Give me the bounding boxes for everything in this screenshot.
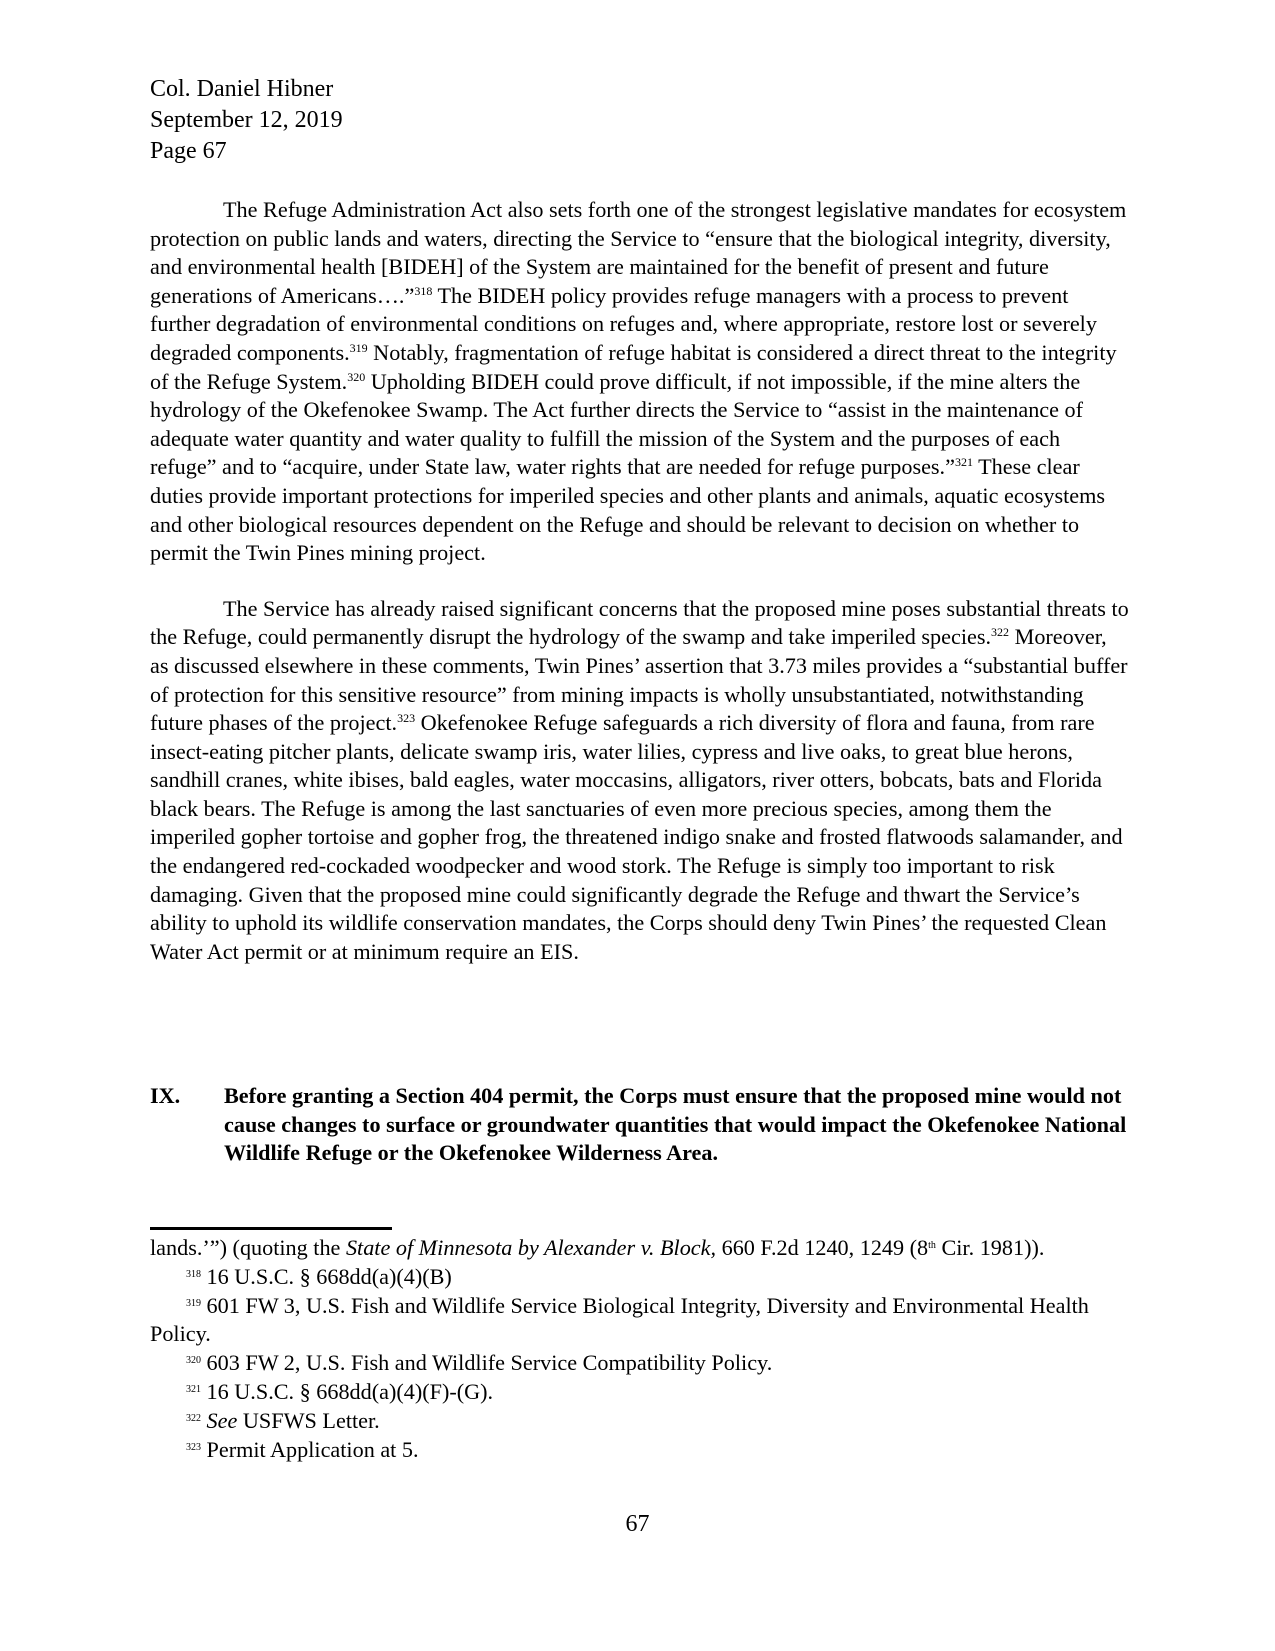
case-name: State of Minnesota by Alexander v. Block,: [345, 1235, 717, 1260]
citation-signal: See: [206, 1407, 238, 1433]
footnote-318: [150, 1263, 1130, 1292]
footnote-text: USFWS Letter.: [242, 1407, 380, 1433]
footnote-text: 16 U.S.C. § 668dd(a)(4)(B): [206, 1263, 452, 1289]
footnote-number: 320: [186, 1355, 201, 1367]
footnote-number: 323: [186, 1441, 201, 1453]
footnote-text: 660 F.2d 1240, 1249 (8: [716, 1235, 929, 1260]
footnote-ref-318[interactable]: 318: [414, 283, 433, 298]
footnotes: [150, 1234, 1130, 1464]
footnote-separator: [150, 1227, 392, 1230]
footnote-320: [150, 1349, 1130, 1378]
section-title: Before granting a Section 404 permit, the Corps must ensure that the proposed mine would not cause changes to surface or groundwater quantities that would impact the Okefenokee National Wildlife Refuge or the Okefenokee Wilderness Area.: [224, 1083, 1127, 1166]
ordinal-suffix: th: [928, 1240, 936, 1251]
footnote-ref-322[interactable]: 322: [991, 625, 1010, 640]
recipient-name: Col. Daniel Hibner: [150, 76, 334, 102]
paragraph-text: The Service has already raised significant concerns that the proposed mine poses substantial threats to the Refuge, could permanently disrupt the hydrology of the swamp and take imperiled species.: [150, 595, 1129, 650]
header-page-label: Page 67: [150, 138, 227, 164]
letter-header: [150, 74, 343, 167]
footnote-text: Permit Application at 5.: [206, 1436, 419, 1462]
footnote-ref-321[interactable]: 321: [954, 455, 973, 470]
footnote-text: 601 FW 3, U.S. Fish and Wildlife Service Biological Integrity, Diversity and Environmental Health Policy.: [150, 1292, 1089, 1347]
footnote-text: Cir. 1981)).: [935, 1235, 1045, 1260]
letter-date: September 12, 2019: [150, 107, 343, 133]
paragraph-text: These clear duties provide important protections for imperiled species and other plants and animals, aquatic ecosystems and other biological resources dependent on the Refuge and should be relevant to decision on whether to permit the Twin Pines mining project.: [150, 454, 1106, 566]
paragraph-text: The BIDEH policy provides refuge managers with a process to prevent further degradation of environmental conditions on refuges and, where appropriate, restore lost or severely degraded components.: [150, 282, 1097, 365]
footnote-text: 603 FW 2, U.S. Fish and Wildlife Service Compatibility Policy.: [206, 1350, 773, 1376]
footnote-323: [150, 1436, 1130, 1465]
footnote-ref-323[interactable]: 323: [397, 711, 416, 726]
body-text: [150, 196, 1130, 966]
footnote-text: 16 U.S.C. § 668dd(a)(4)(F)-(G).: [206, 1378, 494, 1404]
paragraph-text: Okefenokee Refuge safeguards a rich diversity of flora and fauna, from rare insect-eating pitcher plants, delicate swamp iris, water lilies, cypress and live oaks, to great blue herons, sandhill cranes, white ibises, bald eagles, water moccasins, alligators, river otters, bobcats, bats and Florida black bears. The Refuge is among the last sanctuaries of even more precious species, among them the imperiled gopher tortoise and gopher frog, the threatened indigo snake and frosted flatwoods salamander, and the endangered red-cockaded woodpecker and wood stork. The Refuge is simply too important to risk damaging. Given that the proposed mine could significantly degrade the Refuge and thwart the Service’s ability to uphold its wildlife conservation mandates, the Corps should deny Twin Pines’ the requested Clean Water Act permit or at minimum require an EIS.: [150, 710, 1123, 964]
page-number: 67: [625, 1511, 650, 1537]
footnote-number: 318: [186, 1268, 201, 1280]
footnote-319: [150, 1292, 1130, 1350]
paragraph-service-concerns: [150, 595, 1130, 967]
paragraph-text: Moreover, as discussed elsewhere in these comments, Twin Pines’ assertion that 3.73 miles provides a “substantial buffer of protection for this sensitive resource” from mining impacts is wholly unsubstantiated, notwithstanding future phases of the project.: [150, 624, 1128, 736]
paragraph-text: The Refuge Administration Act also sets forth one of the strongest legislative mandates for ecosystem protection on public lands and waters, directing the Service to “ensure that the biological integrity, diversity, and environmental health [BIDEH] of the System are maintained for the benefit of present and future generations of Americans….”: [150, 197, 1127, 308]
footnote-number: 321: [186, 1383, 201, 1395]
footnote-321: [150, 1378, 1130, 1407]
footnote-number: 322: [186, 1412, 201, 1424]
section-heading: [150, 1082, 1130, 1168]
footnote-continuation: [150, 1234, 1130, 1263]
footnote-text: lands.’”) (quoting the: [150, 1235, 346, 1260]
footnote-322: [150, 1407, 1130, 1436]
footnote-number: 319: [186, 1297, 201, 1309]
paragraph-refuge-administration-act: [150, 196, 1130, 568]
footnote-ref-320[interactable]: 320: [347, 369, 366, 384]
section-number: IX.: [150, 1083, 181, 1108]
paragraph-text: Upholding BIDEH could prove difficult, if not impossible, if the mine alters the hydrology of the Okefenokee Swamp. The Act further directs the Service to “assist in the maintenance of adequate water quantity and water quality to fulfill the mission of the System and the purposes of each refuge” and to “acquire, under State law, water rights that are needed for refuge purposes.”: [150, 368, 1084, 480]
footnote-ref-319[interactable]: 319: [349, 340, 368, 355]
paragraph-text: Notably, fragmentation of refuge habitat is considered a direct threat to the integrity of the Refuge System.: [150, 339, 1117, 394]
